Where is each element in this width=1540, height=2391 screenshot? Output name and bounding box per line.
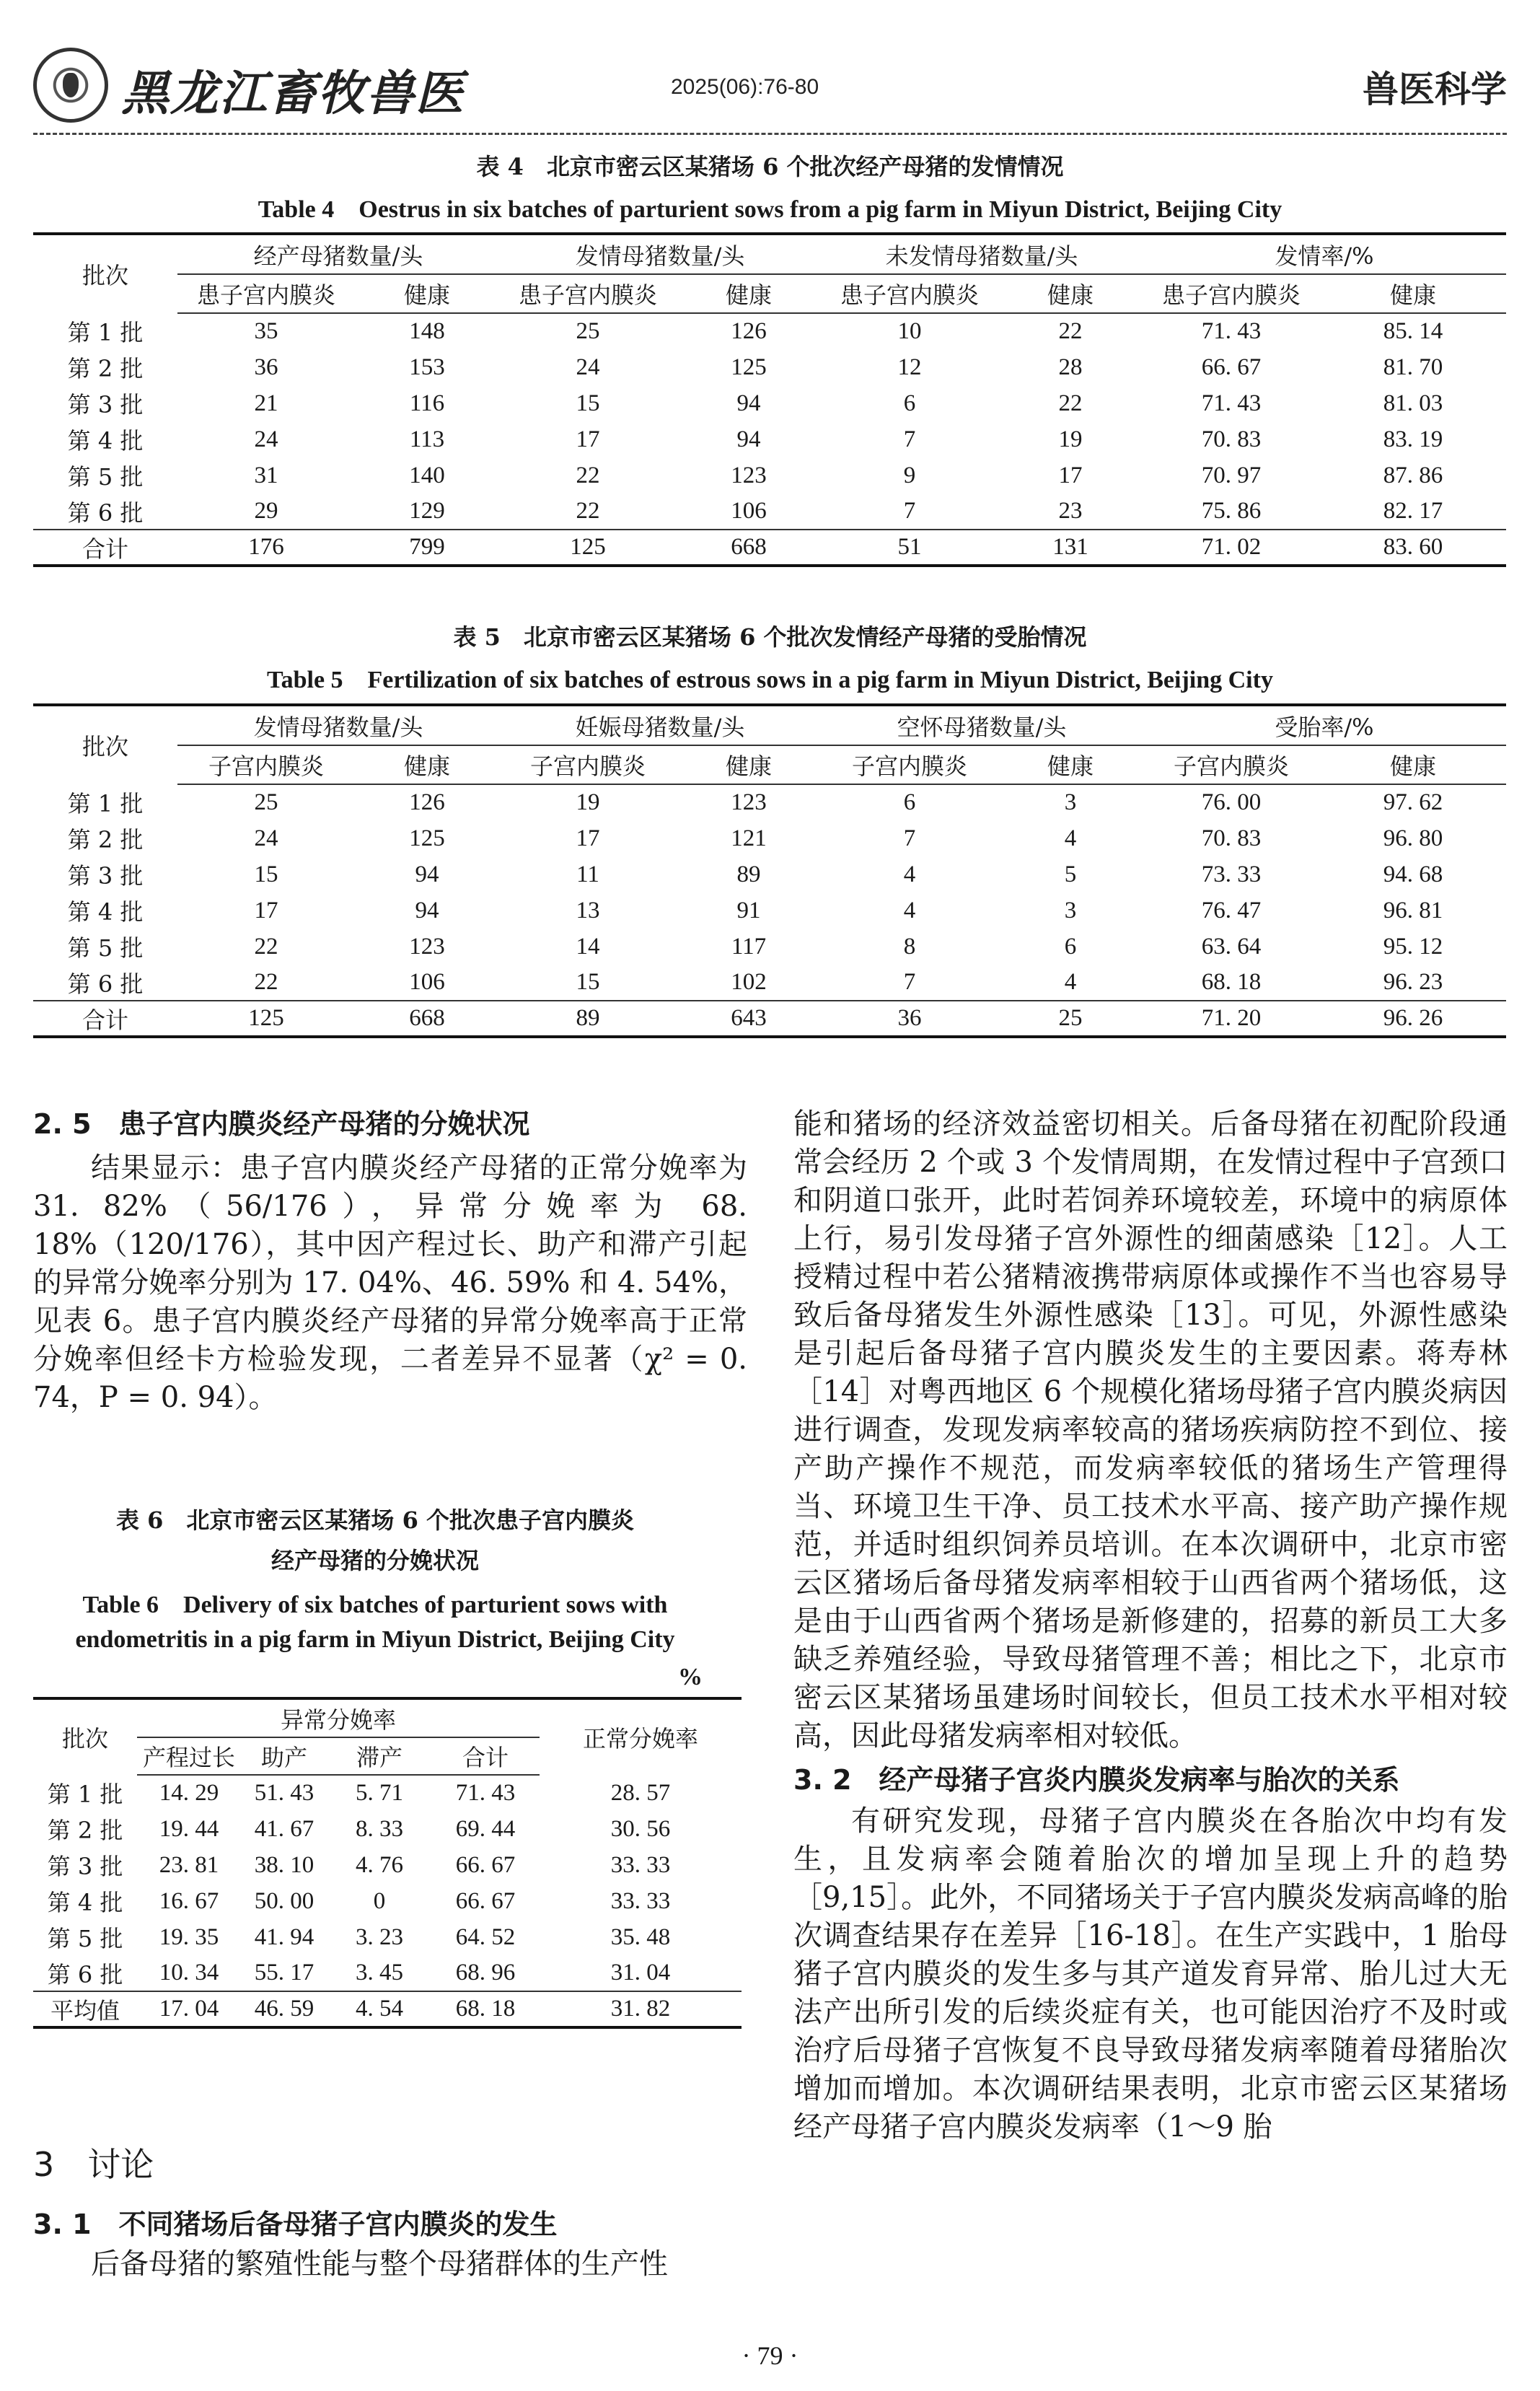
row-label: 第 5 批 — [67, 463, 144, 491]
table-cell: 30. 56 — [610, 1815, 671, 1842]
table-cell: 25 — [254, 789, 278, 815]
table-cell: 17 — [576, 426, 600, 452]
table5-title-cn: 表 5 北京市密云区某猪场 6 个批次发情经产母猪的受胎情况 — [453, 623, 1087, 651]
table-cell: 668 — [677, 530, 821, 566]
table-cell: 64. 52 — [455, 1923, 516, 1950]
table-cell: 14 — [576, 933, 600, 960]
table-cell: 4. 76 — [356, 1851, 403, 1878]
table-cell: 70. 83 — [1201, 825, 1262, 851]
table-cell: 66. 67 — [1201, 354, 1262, 380]
table-cell: 19 — [576, 789, 600, 815]
table-cell: 71. 02 — [1143, 530, 1320, 566]
table-cell: 41. 94 — [254, 1923, 314, 1950]
table5-subheader: 健康 — [677, 745, 821, 784]
table-cell: 17 — [576, 825, 600, 851]
table6-subheader: 产程过长 — [137, 1737, 241, 1775]
table-cell: 82. 17 — [1383, 498, 1443, 524]
table-cell: 71. 20 — [1143, 1001, 1320, 1037]
table-row — [33, 457, 1506, 493]
table6-subheader: 助产 — [241, 1737, 327, 1775]
table-cell: 22 — [576, 498, 600, 524]
table-cell: 12 — [897, 354, 922, 380]
table-cell: 25 — [998, 1001, 1143, 1037]
row-label: 合计 — [33, 530, 177, 566]
row-label: 第 4 批 — [67, 898, 144, 926]
table-cell: 15 — [254, 861, 278, 887]
table-cell: 96. 81 — [1383, 897, 1443, 924]
table4-subheader: 患子宫内膜炎 — [177, 274, 355, 313]
table-cell: 125 — [499, 530, 677, 566]
table-cell: 76. 00 — [1201, 789, 1262, 815]
table-row — [33, 1883, 742, 1919]
table-cell: 7 — [903, 969, 916, 995]
table6-title-cn-2: 经产母猪的分娩状况 — [270, 1547, 479, 1574]
section-2-5-heading: 2. 5 患子宫内膜炎经产母猪的分娩状况 — [33, 1108, 530, 1140]
table-cell: 176 — [177, 530, 355, 566]
table-cell: 24 — [254, 426, 278, 452]
table-row — [33, 820, 1506, 856]
table5-subheader: 子宫内膜炎 — [821, 745, 998, 784]
table-cell: 71. 43 — [1201, 390, 1262, 416]
row-label: 第 1 批 — [67, 319, 144, 346]
table-row — [33, 856, 1506, 892]
table5 — [33, 703, 1506, 1038]
table-cell: 69. 44 — [455, 1815, 516, 1842]
row-label: 第 3 批 — [67, 862, 144, 890]
table-cell: 36 — [821, 1001, 998, 1037]
table5-header-group: 受胎率/% — [1143, 705, 1506, 745]
row-label: 第 1 批 — [67, 790, 144, 817]
table-cell: 121 — [731, 825, 767, 851]
table-cell: 31. 82 — [540, 1991, 742, 2027]
table-cell: 16. 67 — [159, 1887, 219, 1914]
table-cell: 70. 83 — [1201, 426, 1262, 452]
table4-total-row — [33, 530, 1506, 566]
table-cell: 22 — [1058, 318, 1083, 344]
section-3-1-heading: 3. 1 不同猪场后备母猪子宫内膜炎的发生 — [33, 2208, 558, 2240]
table-cell: 76. 47 — [1201, 897, 1262, 924]
table-cell: 123 — [409, 933, 445, 960]
row-label: 第 6 批 — [47, 1960, 123, 1988]
table-cell: 7 — [903, 498, 916, 524]
table5-subheader: 子宫内膜炎 — [1143, 745, 1320, 784]
table-cell: 71. 43 — [455, 1780, 516, 1806]
table-row — [33, 493, 1506, 530]
table-cell: 51. 43 — [254, 1780, 314, 1806]
table-cell: 36 — [254, 354, 278, 380]
table4-header-batch: 批次 — [82, 262, 128, 289]
table-cell: 94. 68 — [1383, 861, 1443, 887]
row-label: 第 6 批 — [67, 499, 144, 527]
table-cell: 24 — [576, 354, 600, 380]
table5-total-row — [33, 1001, 1506, 1037]
table-cell: 4 — [1064, 825, 1077, 851]
table6-header-batch: 批次 — [61, 1725, 108, 1752]
table-cell: 3 — [1064, 897, 1077, 924]
table-cell: 71. 43 — [1201, 318, 1262, 344]
table-cell: 17 — [1058, 462, 1083, 488]
table-cell: 21 — [254, 390, 278, 416]
table4-subheader: 健康 — [998, 274, 1143, 313]
table-cell: 25 — [576, 318, 600, 344]
table5-header-group: 妊娠母猪数量/头 — [499, 705, 821, 745]
table-cell: 123 — [731, 789, 767, 815]
table6-header-abnormal: 异常分娩率 — [137, 1698, 540, 1737]
table-cell: 8 — [903, 933, 916, 960]
table-cell: 6 — [903, 789, 916, 815]
table-cell: 96. 80 — [1383, 825, 1443, 851]
section-2-5-paragraph: 结果显示：患子宫内膜炎经产母猪的正常分娩率为 31. 82%（56/176），异常分娩率为 68. 18%（120/176），其中因产程过长、助产和滞产引起的异常分娩率分别为 17. 04%、46. 59% 和 4. 54%，见表 6。患子宫内膜炎经产母猪的异常分娩率高于正常分娩率但经卡方检验发现，二者差异不显著（χ² = 0. 74，P = 0. 94）。 — [33, 1151, 747, 1414]
table-cell: 6 — [903, 390, 916, 416]
table-cell: 68. 96 — [455, 1960, 516, 1986]
table-cell: 22 — [1058, 390, 1083, 416]
table-cell: 22 — [576, 462, 600, 488]
table-cell: 4. 54 — [327, 1991, 431, 2027]
table-row — [33, 1811, 742, 1847]
table-row — [33, 892, 1506, 929]
table-cell: 3. 45 — [356, 1960, 403, 1986]
table-cell: 66. 67 — [455, 1851, 516, 1878]
table-row — [33, 1775, 742, 1811]
table-cell: 83. 19 — [1383, 426, 1443, 452]
table-cell: 10 — [897, 318, 922, 344]
table-cell: 19. 35 — [159, 1923, 219, 1950]
table-cell: 66. 67 — [455, 1887, 516, 1914]
table-cell: 31. 04 — [610, 1960, 671, 1986]
left-column-bottom — [33, 2146, 747, 2283]
table5-header-group: 发情母猪数量/头 — [177, 705, 499, 745]
table-cell: 125 — [731, 354, 767, 380]
table-cell: 19 — [1058, 426, 1083, 452]
table-cell: 51 — [821, 530, 998, 566]
row-label: 第 4 批 — [47, 1889, 123, 1916]
table-cell: 3. 23 — [356, 1923, 403, 1950]
table-cell: 94 — [415, 897, 439, 924]
row-label: 第 6 批 — [67, 970, 144, 998]
table-cell: 153 — [409, 354, 445, 380]
table-cell: 5. 71 — [356, 1780, 403, 1806]
table-cell: 23 — [1058, 498, 1083, 524]
table4 — [33, 232, 1506, 567]
table-row — [33, 313, 1506, 349]
table-cell: 15 — [576, 969, 600, 995]
section-3-2-paragraph: 有研究发现，母猪子宫内膜炎在各胎次中均有发生，且发病率会随着胎次的增加呈现上升的趋势［9,15］。此外，不同猪场关于子宫内膜炎发病高峰的胎次调查结果存在差异［16-18］。在生产实践中，1 胎母猪子宫内膜炎的发生多与其产道发育异常、胎儿过大无法产出所引发的后续炎症有关，也可能因治疗不及时或治疗后母猪子宫恢复不良导致母猪发病率随着母猪胎次增加而增加。本次调研结果表明，北京市密云区某猪场经产母猪子宫内膜炎发病率（1～9 胎 — [793, 1804, 1508, 2144]
table-row — [33, 965, 1506, 1001]
row-label: 第 3 批 — [47, 1853, 123, 1880]
table5-subheader: 健康 — [1320, 745, 1506, 784]
table-cell: 22 — [254, 933, 278, 960]
table-cell: 23. 81 — [159, 1851, 219, 1878]
table-cell: 41. 67 — [254, 1815, 314, 1842]
table4-subheader: 健康 — [355, 274, 499, 313]
table-cell: 31 — [254, 462, 278, 488]
table-cell: 81. 03 — [1383, 390, 1443, 416]
table6-title-cn-1: 表 6 北京市密云区某猪场 6 个批次患子宫内膜炎 — [116, 1506, 634, 1534]
left-column-top — [33, 1105, 747, 1417]
table-cell: 140 — [409, 462, 445, 488]
header-divider — [33, 133, 1507, 135]
table-cell: 17. 04 — [137, 1991, 241, 2027]
table-cell: 9 — [903, 462, 916, 488]
table-cell: 4 — [903, 897, 916, 924]
table-cell: 799 — [355, 530, 499, 566]
table6-header-normal: 正常分娩率 — [582, 1725, 698, 1752]
table5-title-en: Table 5 Fertilization of six batches of estrous sows in a pig farm in Miyun District, Beijing City — [267, 667, 1273, 693]
table-cell: 81. 70 — [1383, 354, 1443, 380]
table-cell: 96. 23 — [1383, 969, 1443, 995]
row-label: 第 5 批 — [67, 934, 144, 962]
section-3-heading: 3 讨论 — [33, 2145, 154, 2184]
table-cell: 97. 62 — [1383, 789, 1443, 815]
table-cell: 94 — [415, 861, 439, 887]
row-label: 第 4 批 — [67, 427, 144, 455]
row-label: 第 2 批 — [47, 1817, 123, 1844]
table-cell: 28 — [1058, 354, 1083, 380]
table6-subheader: 滞产 — [327, 1737, 431, 1775]
table-cell: 89 — [736, 861, 761, 887]
table-cell: 83. 60 — [1320, 530, 1506, 566]
table-cell: 35 — [254, 318, 278, 344]
table-cell: 50. 00 — [254, 1887, 314, 1914]
table-cell: 19. 44 — [159, 1815, 219, 1842]
table4-title-cn: 表 4 北京市密云区某猪场 6 个批次经产母猪的发情情况 — [476, 153, 1064, 180]
table-row — [33, 1847, 742, 1883]
table-row — [33, 784, 1506, 820]
page-number: · 79 · — [742, 2341, 798, 2370]
page-header — [33, 40, 1507, 126]
table4-subheader: 健康 — [677, 274, 821, 313]
table-cell: 129 — [409, 498, 445, 524]
table-cell: 68. 18 — [431, 1991, 540, 2027]
table-cell: 91 — [736, 897, 761, 924]
table-row — [33, 349, 1506, 385]
table-cell: 668 — [355, 1001, 499, 1037]
issue-info: 2025(06):76-80 — [671, 75, 819, 99]
table-row — [33, 1955, 742, 1991]
table-cell: 68. 18 — [1201, 969, 1262, 995]
table-cell: 113 — [409, 426, 445, 452]
table6-title-en-1: Table 6 Delivery of six batches of parturient sows with — [82, 1592, 668, 1618]
section-3-2-heading: 3. 2 经产母猪子宫炎内膜炎发病率与胎次的关系 — [793, 1764, 1400, 1796]
table-row — [33, 1919, 742, 1955]
table4-header-group: 发情率/% — [1143, 234, 1506, 274]
table-cell: 10. 34 — [159, 1960, 219, 1986]
table4-header-group: 发情母猪数量/头 — [499, 234, 821, 274]
table6 — [33, 1697, 742, 2029]
table-cell: 24 — [254, 825, 278, 851]
table-cell: 117 — [731, 933, 767, 960]
section-3-1-continued: 能和猪场的经济效益密切相关。后备母猪在初配阶段通常会经历 2 个或 3 个发情周期，在发情过程中子宫颈口和阴道口张开，此时若饲养环境较差，环境中的病原体上行，易引发母猪子宫外源性的细菌感染［12］。人工授精过程中若公猪精液携带病原体或操作不当也容易导致后备母猪发生外源性感染［13］。可见，外源性感染是引起后备母猪子宫内膜炎发生的主要因素。蒋寿林［14］对粤西地区 6 个规模化猪场母猪子宫内膜炎病因进行调查，发现发病率较高的猪场疾病防控不到位、接产助产操作不规范，而发病率较低的猪场生产管理得当、环境卫生干净、员工技术水平高、接产助产操作规范，并适时组织饲养员培训。在本次调研中，北京市密云区猪场后备母猪发病率相较于山西省两个猪场低，这是由于山西省两个猪场是新修建的，招募的新员工大多缺乏养殖经验，导致母猪管理不善；相比之下，北京市密云区某猪场虽建场时间较长，但员工技术水平相对较高，因此母猪发病率相对较低。 — [793, 1107, 1508, 1752]
table-cell: 643 — [677, 1001, 821, 1037]
table-cell: 148 — [409, 318, 445, 344]
table4-header-group: 未发情母猪数量/头 — [821, 234, 1143, 274]
table-cell: 38. 10 — [254, 1851, 314, 1878]
table-cell: 131 — [998, 530, 1143, 566]
table-cell: 15 — [576, 390, 600, 416]
table-cell: 94 — [736, 426, 761, 452]
table4-subheader: 健康 — [1320, 274, 1506, 313]
table-cell: 102 — [731, 969, 767, 995]
table-cell: 89 — [499, 1001, 677, 1037]
table-row — [33, 385, 1506, 421]
table-cell: 29 — [254, 498, 278, 524]
table-row — [33, 421, 1506, 457]
table-cell: 22 — [254, 969, 278, 995]
table-cell: 5 — [1064, 861, 1077, 887]
table-cell: 35. 48 — [610, 1923, 671, 1950]
table-cell: 116 — [409, 390, 445, 416]
table-cell: 3 — [1064, 789, 1077, 815]
table-cell: 4 — [903, 861, 916, 887]
table-cell: 87. 86 — [1383, 462, 1443, 488]
table4-subheader: 患子宫内膜炎 — [1143, 274, 1320, 313]
table-cell: 70. 97 — [1201, 462, 1262, 488]
row-label: 第 3 批 — [67, 391, 144, 418]
table-cell: 94 — [736, 390, 761, 416]
table-cell: 85. 14 — [1383, 318, 1443, 344]
table-cell: 46. 59 — [241, 1991, 327, 2027]
table5-subheader: 子宫内膜炎 — [177, 745, 355, 784]
journal-logo-icon — [33, 48, 108, 123]
row-label: 平均值 — [33, 1991, 137, 2027]
table6-title-en-2: endometritis in a pig farm in Miyun District, Beijing City — [75, 1626, 675, 1653]
table6-total-row — [33, 1991, 742, 2027]
table-cell: 106 — [731, 498, 767, 524]
table-cell: 95. 12 — [1383, 933, 1443, 960]
table-cell: 126 — [409, 789, 445, 815]
table-cell: 4 — [1064, 969, 1077, 995]
table-cell: 33. 33 — [610, 1851, 671, 1878]
table5-subheader: 健康 — [998, 745, 1143, 784]
table5-subheader: 子宫内膜炎 — [499, 745, 677, 784]
table-cell: 0 — [373, 1887, 386, 1914]
table4-header-group: 经产母猪数量/头 — [177, 234, 499, 274]
table-cell: 28. 57 — [610, 1779, 671, 1806]
table-cell: 55. 17 — [254, 1960, 314, 1986]
table-cell: 73. 33 — [1201, 861, 1262, 887]
journal-title: 黑龙江畜牧兽医 — [121, 65, 465, 121]
table6-unit: % — [678, 1664, 703, 1690]
table5-header-group: 空怀母猪数量/头 — [821, 705, 1143, 745]
row-label: 第 1 批 — [47, 1781, 123, 1808]
table5-subheader: 健康 — [355, 745, 499, 784]
table-cell: 8. 33 — [356, 1815, 403, 1842]
table-cell: 6 — [1064, 933, 1077, 960]
table-cell: 125 — [409, 825, 445, 851]
table-cell: 96. 26 — [1320, 1001, 1506, 1037]
table-cell: 13 — [576, 897, 600, 924]
table-row — [33, 929, 1506, 965]
right-column — [793, 1105, 1508, 2146]
section-3-1-paragraph: 后备母猪的繁殖性能与整个母猪群体的生产性 — [91, 2247, 668, 2281]
row-label: 合计 — [33, 1001, 177, 1037]
table-cell: 7 — [903, 825, 916, 851]
row-label: 第 2 批 — [67, 826, 144, 854]
table-cell: 33. 33 — [610, 1887, 671, 1914]
table-cell: 17 — [254, 897, 278, 924]
table-cell: 106 — [409, 969, 445, 995]
table-cell: 126 — [731, 318, 767, 344]
table-cell: 11 — [576, 861, 599, 887]
section-title: 兽医科学 — [1363, 69, 1507, 110]
table-cell: 7 — [903, 426, 916, 452]
row-label: 第 2 批 — [67, 355, 144, 382]
table-cell: 14. 29 — [159, 1780, 219, 1806]
row-label: 第 5 批 — [47, 1925, 123, 1952]
table4-title-en: Table 4 Oestrus in six batches of parturient sows from a pig farm in Miyun District, Beijing City — [258, 196, 1282, 223]
table6-subheader: 合计 — [431, 1737, 540, 1775]
table-cell: 75. 86 — [1201, 498, 1262, 524]
table-cell: 63. 64 — [1201, 933, 1262, 960]
table4-subheader: 患子宫内膜炎 — [499, 274, 677, 313]
table5-header-batch: 批次 — [82, 733, 128, 760]
table-cell: 125 — [177, 1001, 355, 1037]
table-cell: 123 — [731, 462, 767, 488]
table4-subheader: 患子宫内膜炎 — [821, 274, 998, 313]
